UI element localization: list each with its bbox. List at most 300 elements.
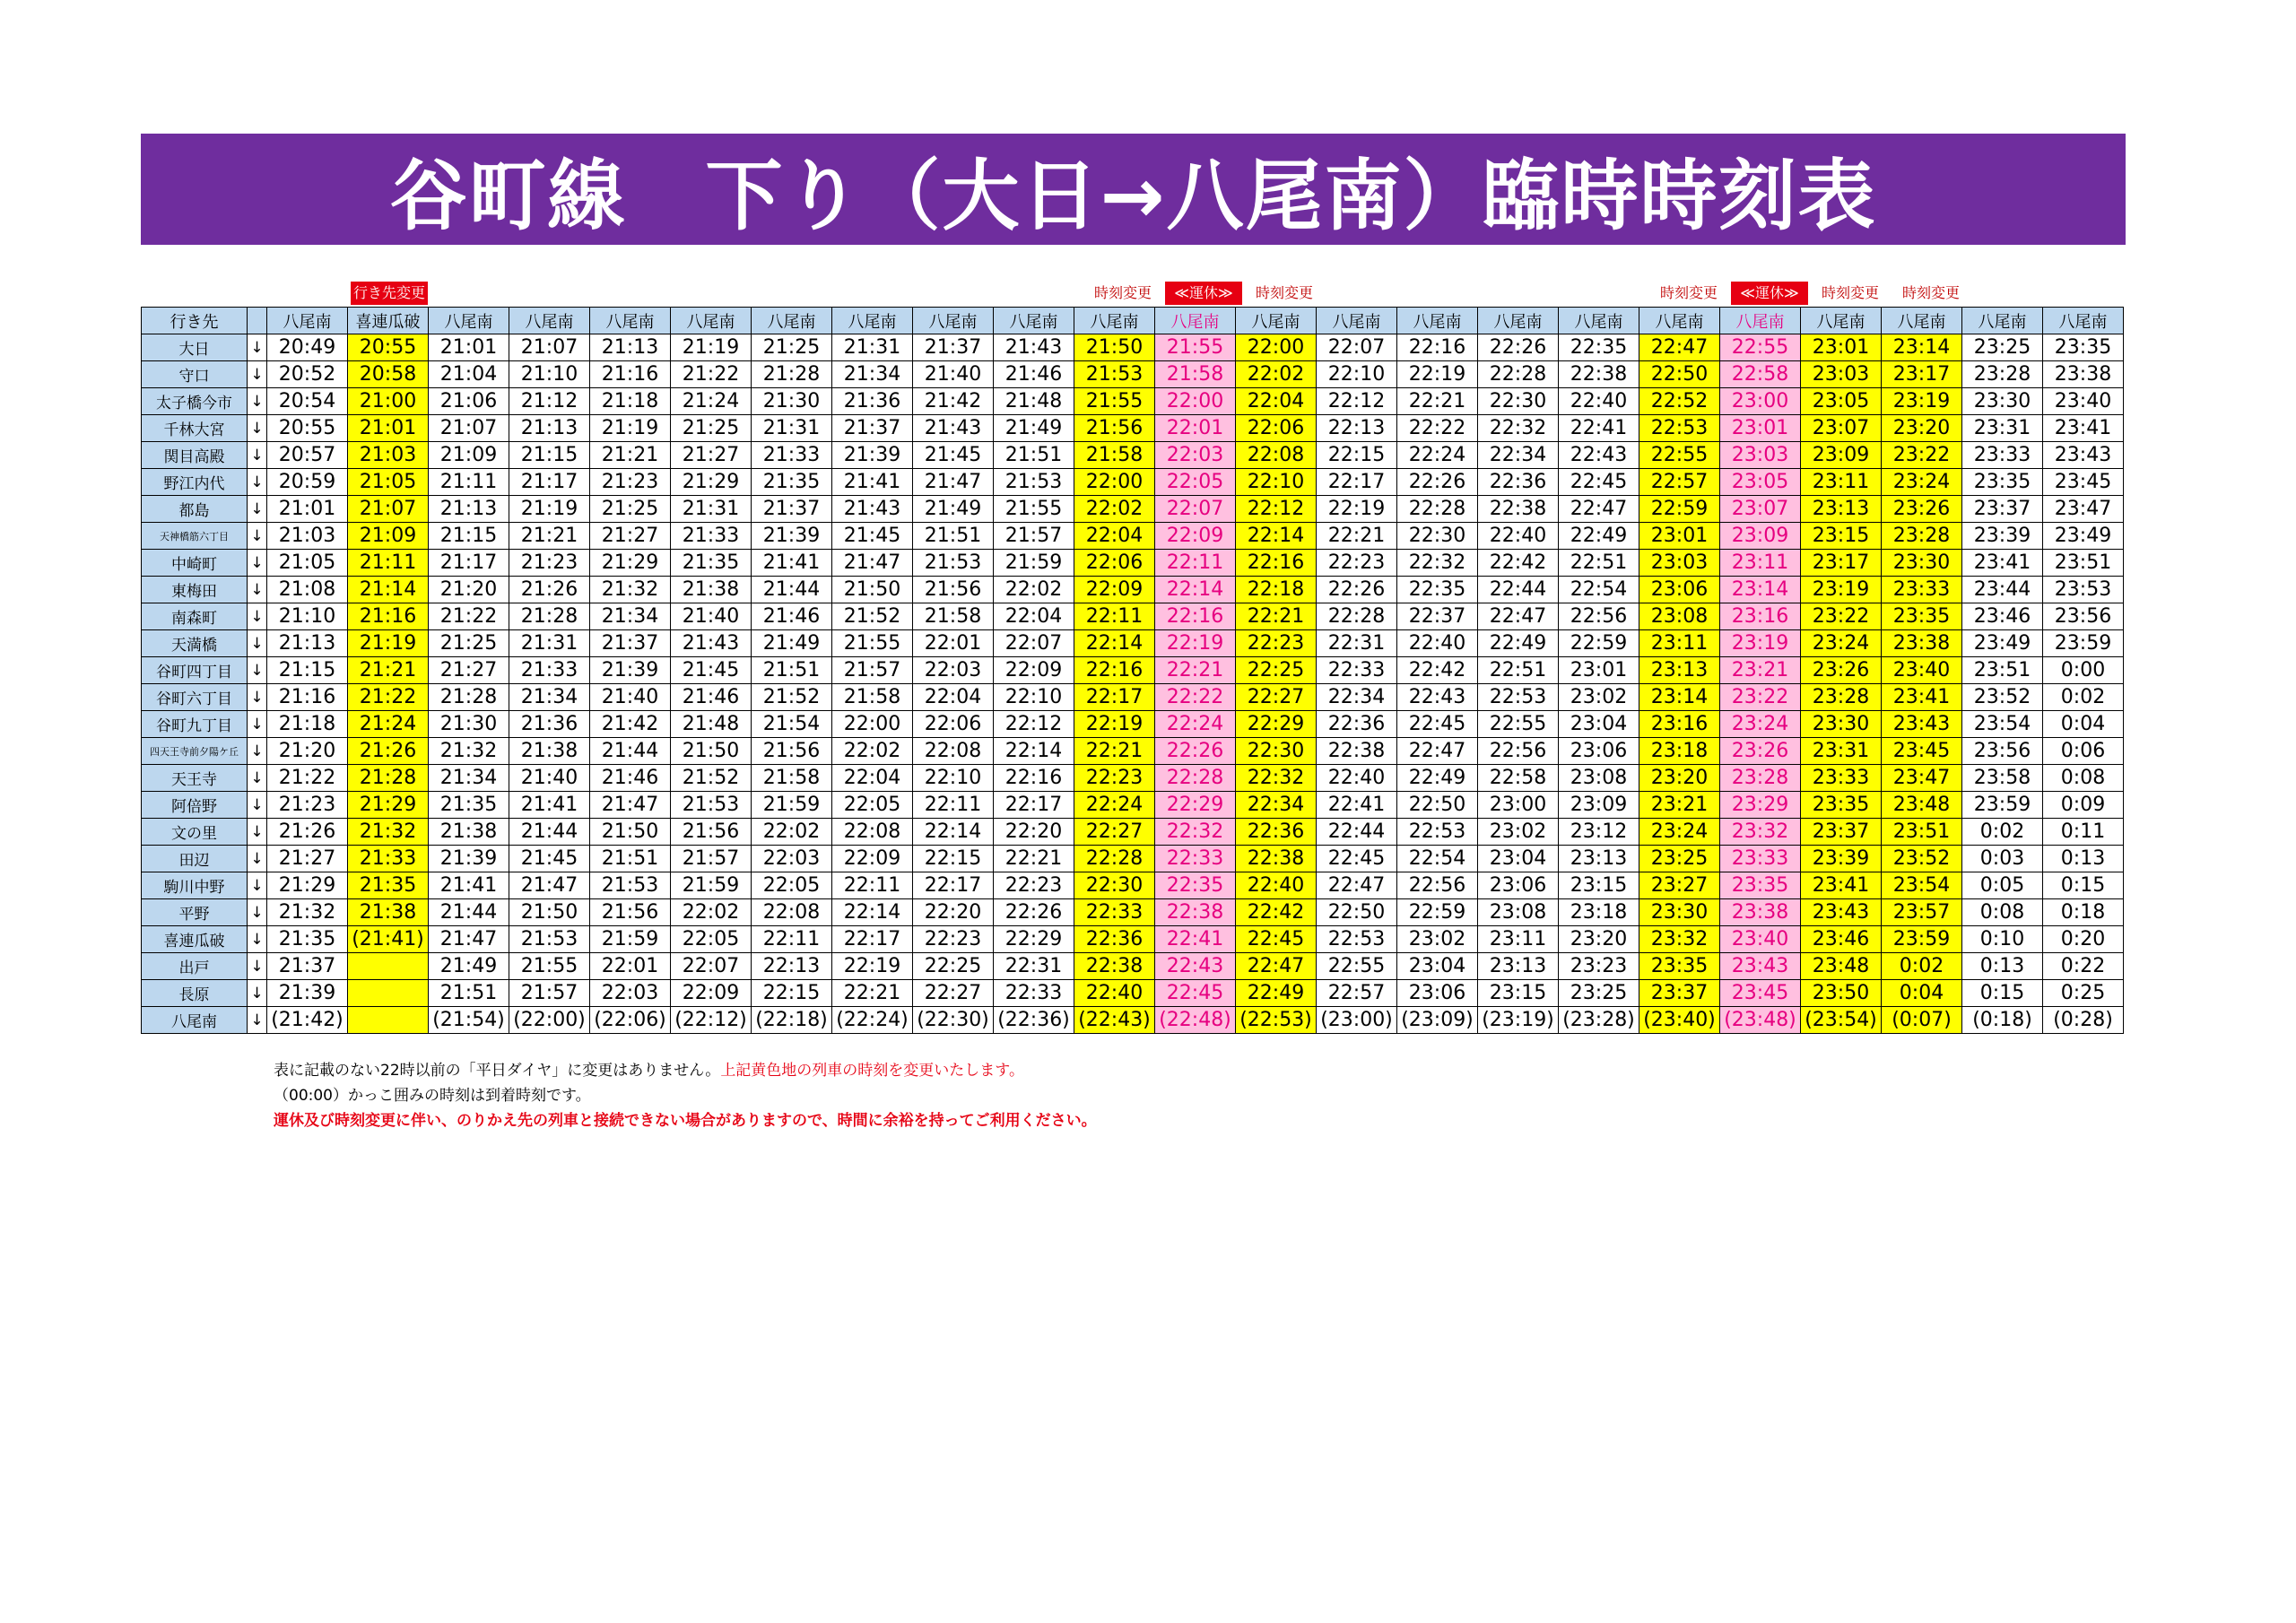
time-cell: 22:08: [752, 899, 832, 926]
time-cell: 23:04: [1478, 846, 1559, 872]
time-cell: 22:01: [913, 630, 994, 657]
time-cell: 21:27: [267, 846, 348, 872]
destination-cell: 八尾南: [1317, 308, 1397, 334]
time-cell: 23:25: [1639, 846, 1720, 872]
time-cell: 22:11: [913, 792, 994, 819]
time-cell: 21:55: [509, 953, 590, 980]
time-cell: 23:16: [1720, 603, 1801, 630]
station-row: [142, 953, 2124, 980]
time-cell: 21:26: [348, 738, 429, 765]
down-arrow: ↓: [248, 442, 267, 469]
time-cell: 21:57: [509, 980, 590, 1007]
time-cell: 21:24: [348, 711, 429, 738]
time-cell: 23:50: [1801, 980, 1882, 1007]
time-cell: 22:26: [1317, 577, 1397, 603]
time-cell: (0:28): [2043, 1007, 2124, 1034]
time-cell: 22:23: [1236, 630, 1317, 657]
time-cell: 21:53: [994, 469, 1074, 496]
time-cell: 23:14: [1639, 684, 1720, 711]
destination-cell: 八尾南: [590, 308, 671, 334]
time-cell: 22:10: [913, 765, 994, 792]
timetable: [141, 307, 2124, 1034]
time-cell: 22:56: [1559, 603, 1639, 630]
time-cell: 22:15: [913, 846, 994, 872]
destination-cell: 八尾南: [1478, 308, 1559, 334]
destination-cell: 八尾南: [832, 308, 913, 334]
footer-line-1: [274, 1058, 1097, 1083]
time-cell: 21:23: [267, 792, 348, 819]
time-cell: 22:02: [832, 738, 913, 765]
time-cell: 21:34: [429, 765, 509, 792]
time-cell: 23:13: [1801, 496, 1882, 523]
time-cell: 21:47: [590, 792, 671, 819]
time-cell: 23:20: [1639, 765, 1720, 792]
time-cell: 21:22: [348, 684, 429, 711]
time-cell: 21:16: [348, 603, 429, 630]
time-cell: 0:03: [1962, 846, 2043, 872]
station-row: [142, 926, 2124, 953]
time-cell: 22:41: [1317, 792, 1397, 819]
time-cell: 23:18: [1559, 899, 1639, 926]
time-cell: 22:55: [1478, 711, 1559, 738]
time-cell: 23:12: [1559, 819, 1639, 846]
time-cell: 23:33: [1801, 765, 1882, 792]
time-cell: 21:51: [994, 442, 1074, 469]
time-cell: 21:41: [832, 469, 913, 496]
time-cell: 22:33: [1317, 657, 1397, 684]
time-cell: 23:02: [1397, 926, 1478, 953]
time-cell: 23:16: [1639, 711, 1720, 738]
time-cell: 21:49: [913, 496, 994, 523]
time-cell: 21:56: [1074, 415, 1155, 442]
time-cell: 21:53: [590, 872, 671, 899]
time-cell: 23:51: [1882, 819, 1962, 846]
time-cell: 23:31: [1801, 738, 1882, 765]
time-cell: 21:50: [671, 738, 752, 765]
time-cell: 22:38: [1559, 361, 1639, 388]
time-cell: 21:48: [994, 388, 1074, 415]
time-cell: 23:45: [1720, 980, 1801, 1007]
down-arrow: ↓: [248, 550, 267, 577]
time-cell: 23:02: [1559, 684, 1639, 711]
time-cell: 21:01: [267, 496, 348, 523]
time-cell: 21:35: [752, 469, 832, 496]
time-cell: 23:24: [1639, 819, 1720, 846]
time-cell: 21:38: [509, 738, 590, 765]
footer-line-2: （00:00）かっこ囲みの時刻は到着時刻です。: [274, 1087, 591, 1105]
time-cell: 22:32: [1236, 765, 1317, 792]
time-cell: 0:18: [2043, 899, 2124, 926]
time-cell: 21:21: [590, 442, 671, 469]
time-cell: 21:13: [590, 334, 671, 361]
time-cell: 21:07: [429, 415, 509, 442]
time-cell: 22:09: [1074, 577, 1155, 603]
time-cell: 20:59: [267, 469, 348, 496]
time-cell: 22:30: [1074, 872, 1155, 899]
station-row: [142, 496, 2124, 523]
down-arrow: ↓: [248, 846, 267, 872]
station-name: 駒川中野: [142, 872, 248, 899]
time-cell: 23:49: [1962, 630, 2043, 657]
time-cell: 21:01: [429, 334, 509, 361]
time-cell: 22:09: [994, 657, 1074, 684]
time-cell: 22:35: [1559, 334, 1639, 361]
time-cell: 22:28: [1317, 603, 1397, 630]
time-cell: 22:25: [913, 953, 994, 980]
destination-cell: 八尾南: [509, 308, 590, 334]
time-cell: 22:20: [994, 819, 1074, 846]
station-name: 中崎町: [142, 550, 248, 577]
time-cell: 22:01: [590, 953, 671, 980]
time-cell: 22:28: [1397, 496, 1478, 523]
footer-note-text: 表に記載のない22時以前の「平日ダイヤ」に変更はありません。: [274, 1062, 721, 1080]
time-cell: 21:58: [913, 603, 994, 630]
time-cell: 23:54: [1962, 711, 2043, 738]
down-arrow: ↓: [248, 523, 267, 550]
time-cell: 22:27: [1074, 819, 1155, 846]
time-cell: 21:25: [671, 415, 752, 442]
time-cell: 22:16: [1397, 334, 1478, 361]
time-cell: (21:41): [348, 926, 429, 953]
time-cell: 22:41: [1559, 415, 1639, 442]
time-cell: 0:04: [2043, 711, 2124, 738]
time-cell: 23:56: [1962, 738, 2043, 765]
time-cell: 21:45: [509, 846, 590, 872]
time-cell: 21:33: [348, 846, 429, 872]
time-cell: 21:58: [1074, 442, 1155, 469]
time-cell: 21:05: [348, 469, 429, 496]
time-cell: 21:37: [752, 496, 832, 523]
time-cell: 22:29: [994, 926, 1074, 953]
time-cell: 21:57: [994, 523, 1074, 550]
time-cell: 22:11: [752, 926, 832, 953]
time-cell: 21:38: [429, 819, 509, 846]
time-cell: 21:07: [348, 496, 429, 523]
time-cell: 21:09: [348, 523, 429, 550]
time-cell: 22:51: [1559, 550, 1639, 577]
station-name: 喜連瓜破: [142, 926, 248, 953]
time-cell: 21:16: [590, 361, 671, 388]
time-cell: 21:57: [671, 846, 752, 872]
time-cell: 21:33: [671, 523, 752, 550]
time-cell: 22:47: [1317, 872, 1397, 899]
time-cell: 21:33: [509, 657, 590, 684]
note-time-change: 時刻変更: [1659, 284, 1718, 301]
time-cell: 23:45: [2043, 469, 2124, 496]
time-cell: 23:04: [1397, 953, 1478, 980]
time-cell: (22:53): [1236, 1007, 1317, 1034]
time-cell: 22:17: [1317, 469, 1397, 496]
time-cell: 23:38: [1882, 630, 1962, 657]
time-cell: 21:56: [671, 819, 752, 846]
footer-note-highlight: 上記黄色地の列車の時刻を変更いたします。: [720, 1062, 1024, 1080]
time-cell: 23:33: [1882, 577, 1962, 603]
time-cell: 22:45: [1559, 469, 1639, 496]
time-cell: (23:19): [1478, 1007, 1559, 1034]
time-cell: 21:43: [671, 630, 752, 657]
time-cell: 21:43: [832, 496, 913, 523]
footer-line-3: 運休及び時刻変更に伴い、のりかえ先の列車と接続できない場合がありますので、時間に余裕を持ってご利用ください。: [274, 1112, 1097, 1130]
time-cell: 21:13: [429, 496, 509, 523]
time-cell: 23:47: [2043, 496, 2124, 523]
time-cell: (23:40): [1639, 1007, 1720, 1034]
time-cell: 21:51: [429, 980, 509, 1007]
time-cell: 23:20: [1559, 926, 1639, 953]
time-cell: 21:01: [348, 415, 429, 442]
time-cell: 21:58: [1155, 361, 1236, 388]
time-cell: 0:10: [1962, 926, 2043, 953]
time-cell: 23:41: [1962, 550, 2043, 577]
time-cell: 0:15: [1962, 980, 2043, 1007]
time-cell: 22:34: [1317, 684, 1397, 711]
destination-cell: 八尾南: [1397, 308, 1478, 334]
time-cell: 21:55: [1155, 334, 1236, 361]
time-cell: 21:59: [590, 926, 671, 953]
time-cell: 22:07: [671, 953, 752, 980]
time-cell: 22:55: [1639, 442, 1720, 469]
time-cell: 22:24: [1074, 792, 1155, 819]
station-name: 都島: [142, 496, 248, 523]
time-cell: 20:57: [267, 442, 348, 469]
time-cell: 23:35: [1882, 603, 1962, 630]
time-cell: 23:57: [1882, 899, 1962, 926]
time-cell: 21:58: [752, 765, 832, 792]
station-row: [142, 980, 2124, 1007]
time-cell: 22:29: [1155, 792, 1236, 819]
time-cell: 20:49: [267, 334, 348, 361]
station-row: [142, 577, 2124, 603]
station-name: 天満橋: [142, 630, 248, 657]
time-cell: 21:44: [429, 899, 509, 926]
time-cell: 22:42: [1236, 899, 1317, 926]
time-cell: 22:43: [1559, 442, 1639, 469]
note-time-change: 時刻変更: [1093, 284, 1152, 301]
time-cell: (22:18): [752, 1007, 832, 1034]
time-cell: 21:11: [348, 550, 429, 577]
station-row: [142, 603, 2124, 630]
time-cell: 21:30: [429, 711, 509, 738]
down-arrow: ↓: [248, 577, 267, 603]
time-cell: 22:19: [1317, 496, 1397, 523]
time-cell: 21:28: [348, 765, 429, 792]
time-cell: 21:36: [832, 388, 913, 415]
down-arrow: ↓: [248, 738, 267, 765]
time-cell: 21:30: [752, 388, 832, 415]
time-cell: 22:02: [752, 819, 832, 846]
time-cell: 20:58: [348, 361, 429, 388]
time-cell: 21:33: [752, 442, 832, 469]
time-cell: 22:38: [1074, 953, 1155, 980]
time-cell: 22:34: [1236, 792, 1317, 819]
time-cell: 23:40: [2043, 388, 2124, 415]
time-cell: 21:44: [509, 819, 590, 846]
time-cell: 22:08: [913, 738, 994, 765]
time-cell: 22:52: [1639, 388, 1720, 415]
time-cell: 22:06: [1236, 415, 1317, 442]
time-cell: 20:54: [267, 388, 348, 415]
time-cell: 22:47: [1639, 334, 1720, 361]
time-cell: 23:05: [1720, 469, 1801, 496]
time-cell: 23:18: [1639, 738, 1720, 765]
time-cell: 21:43: [994, 334, 1074, 361]
time-cell: 23:59: [1882, 926, 1962, 953]
destination-cell: 八尾南: [913, 308, 994, 334]
time-cell: 21:27: [671, 442, 752, 469]
time-cell: 21:21: [348, 657, 429, 684]
time-cell: 21:22: [267, 765, 348, 792]
down-arrow: ↓: [248, 684, 267, 711]
time-cell: 21:37: [832, 415, 913, 442]
time-cell: 23:21: [1720, 657, 1801, 684]
time-cell: 22:59: [1639, 496, 1720, 523]
time-cell: 21:00: [348, 388, 429, 415]
time-cell: 21:27: [429, 657, 509, 684]
time-cell: 22:19: [1155, 630, 1236, 657]
time-cell: 22:58: [1478, 765, 1559, 792]
time-cell: 21:55: [832, 630, 913, 657]
time-cell: 21:12: [509, 388, 590, 415]
destination-cell: 八尾南: [1639, 308, 1720, 334]
time-cell: 22:28: [1155, 765, 1236, 792]
time-cell: 23:39: [1801, 846, 1882, 872]
time-cell: 22:38: [1317, 738, 1397, 765]
time-cell: 21:22: [671, 361, 752, 388]
time-cell: 21:31: [832, 334, 913, 361]
time-cell: 21:50: [509, 899, 590, 926]
time-cell: 21:46: [752, 603, 832, 630]
footer-notes: [274, 1058, 1097, 1133]
time-cell: 21:40: [509, 765, 590, 792]
station-name: 天王寺: [142, 765, 248, 792]
time-cell: 23:11: [1801, 469, 1882, 496]
time-cell: 22:15: [752, 980, 832, 1007]
time-cell: 23:09: [1559, 792, 1639, 819]
time-cell: 22:42: [1397, 657, 1478, 684]
note-time-change: 時刻変更: [1901, 284, 1960, 301]
time-cell: 21:28: [752, 361, 832, 388]
station-row: [142, 846, 2124, 872]
time-cell: 22:41: [1155, 926, 1236, 953]
time-cell: 22:56: [1478, 738, 1559, 765]
time-cell: 22:43: [1155, 953, 1236, 980]
time-cell: 22:21: [1236, 603, 1317, 630]
time-cell: 23:06: [1639, 577, 1720, 603]
time-cell: 22:16: [1155, 603, 1236, 630]
time-cell: 22:47: [1397, 738, 1478, 765]
time-cell: 21:05: [267, 550, 348, 577]
time-cell: 22:11: [1074, 603, 1155, 630]
time-cell: 22:54: [1559, 577, 1639, 603]
time-cell: 22:55: [1317, 953, 1397, 980]
time-cell: 22:49: [1236, 980, 1317, 1007]
time-cell: 23:32: [1639, 926, 1720, 953]
destination-cell: 八尾南: [752, 308, 832, 334]
time-cell: 23:01: [1720, 415, 1801, 442]
time-cell: 21:53: [509, 926, 590, 953]
time-cell: 21:40: [671, 603, 752, 630]
destination-cell: 八尾南: [429, 308, 509, 334]
time-cell: 22:40: [1397, 630, 1478, 657]
arrow-header-cell: [248, 308, 267, 334]
station-row: [142, 630, 2124, 657]
time-cell: 21:55: [1074, 388, 1155, 415]
time-cell: 21:40: [913, 361, 994, 388]
time-cell: 23:43: [2043, 442, 2124, 469]
time-cell: (23:28): [1559, 1007, 1639, 1034]
down-arrow: ↓: [248, 334, 267, 361]
time-cell: (22:06): [590, 1007, 671, 1034]
time-cell: 23:06: [1559, 738, 1639, 765]
destination-cell: 八尾南: [1559, 308, 1639, 334]
time-cell: 23:08: [1639, 603, 1720, 630]
time-cell: 22:21: [832, 980, 913, 1007]
time-cell: 23:43: [1882, 711, 1962, 738]
down-arrow: ↓: [248, 1007, 267, 1034]
time-cell: 21:54: [752, 711, 832, 738]
time-cell: 23:43: [1720, 953, 1801, 980]
time-cell: 22:07: [1317, 334, 1397, 361]
time-cell: 21:14: [348, 577, 429, 603]
time-cell: 21:53: [1074, 361, 1155, 388]
time-cell: 0:02: [1882, 953, 1962, 980]
time-cell: 22:05: [1155, 469, 1236, 496]
time-cell: 22:17: [913, 872, 994, 899]
time-cell: 22:23: [994, 872, 1074, 899]
time-cell: 23:24: [1720, 711, 1801, 738]
time-cell: 23:28: [1882, 523, 1962, 550]
time-cell: 23:58: [1962, 765, 2043, 792]
down-arrow: ↓: [248, 496, 267, 523]
time-cell: 22:21: [1074, 738, 1155, 765]
time-cell: 21:26: [267, 819, 348, 846]
station-name: 東梅田: [142, 577, 248, 603]
destination-cell: 喜連瓜破: [348, 308, 429, 334]
time-cell: 22:10: [1236, 469, 1317, 496]
time-cell: 21:52: [832, 603, 913, 630]
time-cell: 21:55: [994, 496, 1074, 523]
time-cell: 22:35: [1397, 577, 1478, 603]
time-cell: (22:36): [994, 1007, 1074, 1034]
time-cell: 21:45: [671, 657, 752, 684]
time-cell: (23:54): [1801, 1007, 1882, 1034]
time-cell: 22:29: [1236, 711, 1317, 738]
time-cell: (0:18): [1962, 1007, 2043, 1034]
time-cell: 22:09: [671, 980, 752, 1007]
time-cell: 22:38: [1478, 496, 1559, 523]
station-name: 長原: [142, 980, 248, 1007]
time-cell: 22:19: [1074, 711, 1155, 738]
time-cell: 0:08: [2043, 765, 2124, 792]
station-row: [142, 738, 2124, 765]
time-cell: 22:49: [1478, 630, 1559, 657]
time-cell: 21:15: [509, 442, 590, 469]
time-cell: 21:53: [671, 792, 752, 819]
time-cell: 22:37: [1397, 603, 1478, 630]
time-cell: 21:51: [590, 846, 671, 872]
time-cell: 21:46: [994, 361, 1074, 388]
station-row: [142, 899, 2124, 926]
time-cell: 21:45: [913, 442, 994, 469]
time-cell: 0:13: [1962, 953, 2043, 980]
down-arrow: ↓: [248, 980, 267, 1007]
time-cell: 22:21: [1317, 523, 1397, 550]
time-cell: 23:29: [1720, 792, 1801, 819]
time-cell: 22:01: [1155, 415, 1236, 442]
time-cell: 21:31: [752, 415, 832, 442]
time-cell: 22:13: [1317, 415, 1397, 442]
down-arrow: ↓: [248, 603, 267, 630]
time-cell: 22:05: [752, 872, 832, 899]
